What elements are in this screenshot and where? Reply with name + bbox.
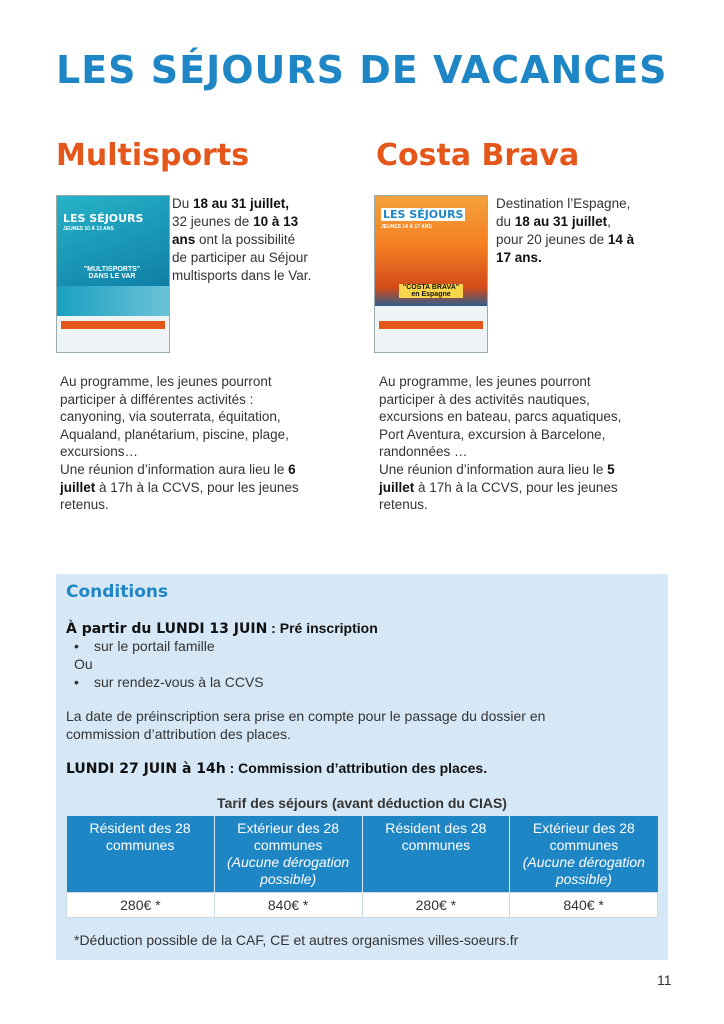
- tarif-table: [66, 816, 658, 918]
- page-title: LES SÉJOURS DE VACANCES: [56, 48, 668, 92]
- preinscription-line: À partir du LUNDI 13 JUIN : Pré inscription: [66, 620, 378, 637]
- program-multisports: Au programme, les jeunes pourront participer à différentes activités : canyoning, via souterrata, équitation, Aqualand, planétarium, piscine, plage, excursions… Une réunion d’information aura lieu le 6 juillet à 17h à la CCVS, pour les jeunes retenus.: [60, 374, 299, 513]
- section-title-multisports: Multisports: [56, 138, 250, 173]
- tarif-value-cell: 280€ *: [67, 893, 215, 918]
- commission-date: LUNDI 27 JUIN à 14h: [66, 761, 226, 777]
- poster-subheading: JEUNES 10 À 13 ANS: [63, 226, 114, 232]
- tarif-value-cell: 280€ *: [362, 893, 510, 918]
- poster-tag: "MULTISPORTS" DANS LE VAR: [83, 266, 141, 280]
- program-costa-brava: Au programme, les jeunes pourront participer à des activités nautiques, excursions en bateau, parcs aquatiques, Port Aventura, excursion à Barcelone, randonnées … Une réunion d’information aura lieu le 5 juillet à 17h à la CCVS, pour les jeunes retenus.: [379, 374, 622, 513]
- or-label: Ou: [74, 656, 93, 672]
- commission-line: LUNDI 27 JUIN à 14h : Commission d’attribution des places.: [66, 760, 488, 777]
- footnote: *Déduction possible de la CAF, CE et autres organismes villes-soeurs.fr: [74, 932, 519, 948]
- tarif-value-cell: 840€ *: [214, 893, 362, 918]
- bullet-icon: •: [74, 638, 79, 654]
- poster-multisports: [56, 195, 170, 353]
- poster-tag: "COSTA BRAVA" en Espagne: [399, 284, 463, 298]
- tarif-header-cell: Extérieur des 28 communes (Aucune dérogation possible): [510, 816, 658, 893]
- page-number: 11: [657, 972, 672, 988]
- poster-subheading: JEUNES 14 À 17 ANS: [381, 224, 432, 230]
- note-line-1: La date de préinscription sera prise en compte pour le passage du dossier en: [66, 708, 546, 724]
- poster-heading: LES SÉJOURS: [383, 208, 464, 221]
- tarif-header-cell: Extérieur des 28 communes (Aucune dérogation possible): [214, 816, 362, 893]
- conditions-title: Conditions: [66, 582, 169, 602]
- bullet-rendez-vous: • sur rendez-vous à la CCVS: [74, 674, 264, 690]
- section-title-costa-brava: Costa Brava: [376, 138, 580, 173]
- bullet-portail: • sur le portail famille: [74, 638, 215, 654]
- note-line-2: commission d’attribution des places.: [66, 726, 291, 742]
- tarif-value-row: [67, 893, 658, 918]
- preinscription-date: À partir du LUNDI 13 JUIN: [66, 621, 268, 637]
- tarif-header-cell: Résident des 28 communes: [362, 816, 510, 893]
- tarif-header-cell: Résident des 28 communes: [67, 816, 215, 893]
- intro-costa-brava: Destination l’Espagne, du 18 au 31 juillet, pour 20 jeunes de 14 à 17 ans.: [496, 196, 635, 265]
- tarif-caption: Tarif des séjours (avant déduction du CIAS): [217, 795, 507, 811]
- intro-multisports: Du 18 au 31 juillet, 32 jeunes de 10 à 13 ans ont la possibilité de participer au Séjour multisports dans le Var.: [172, 196, 312, 283]
- tarif-header-row: [67, 816, 658, 893]
- tarif-value-cell: 840€ *: [510, 893, 658, 918]
- poster-heading: LES SÉJOURS: [63, 212, 144, 225]
- poster-costa-brava: [374, 195, 488, 353]
- bullet-icon: •: [74, 674, 79, 690]
